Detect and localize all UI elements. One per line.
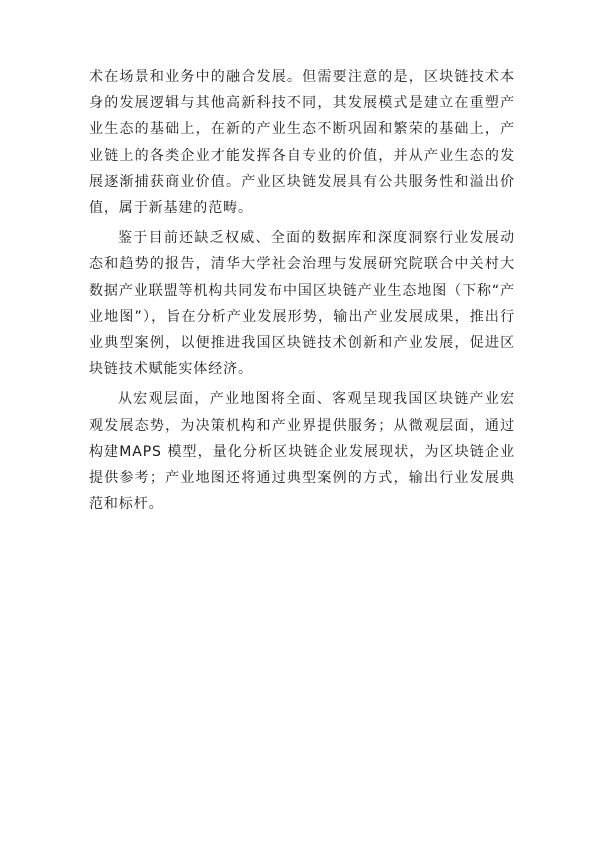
- document-body: [89, 64, 515, 517]
- paragraph-1: 术在场景和业务中的融合发展。但需要注意的是，区块链技术本身的发展逻辑与其他高新科技不同，其发展模式是建立在重塑产业生态的基础上，在新的产业生态不断巩固和繁荣的基础上，产业链上的各类企业才能发挥各自专业的价值，并从产业生态的发展逐渐捕获商业价值。产业区块链发展具有公共服务性和溢出价值，属于新基建的范畴。: [89, 69, 515, 217]
- paragraph-2: 鉴于目前还缺乏权威、全面的数据库和深度洞察行业发展动态和趋势的报告，清华大学社会治理与发展研究院联合中关村大数据产业联盟等机构共同发布中国区块链产业生态地图（下称“产业地图”），旨在分析产业发展形势，输出产业发展成果，推出行业典型案例，以便推进我国区块链技术创新和产业发展，促进区块链技术赋能实体经济。: [89, 230, 515, 378]
- paragraph-3: 从宏观层面，产业地图将全面、客观呈现我国区块链产业宏观发展态势，为决策机构和产业界提供服务；从微观层面，通过构建MAPS 模型，量化分析区块链企业发展现状，为区块链企业提供参考；产业地图还将通过典型案例的方式，输出行业发展典范和标杆。: [89, 391, 515, 513]
